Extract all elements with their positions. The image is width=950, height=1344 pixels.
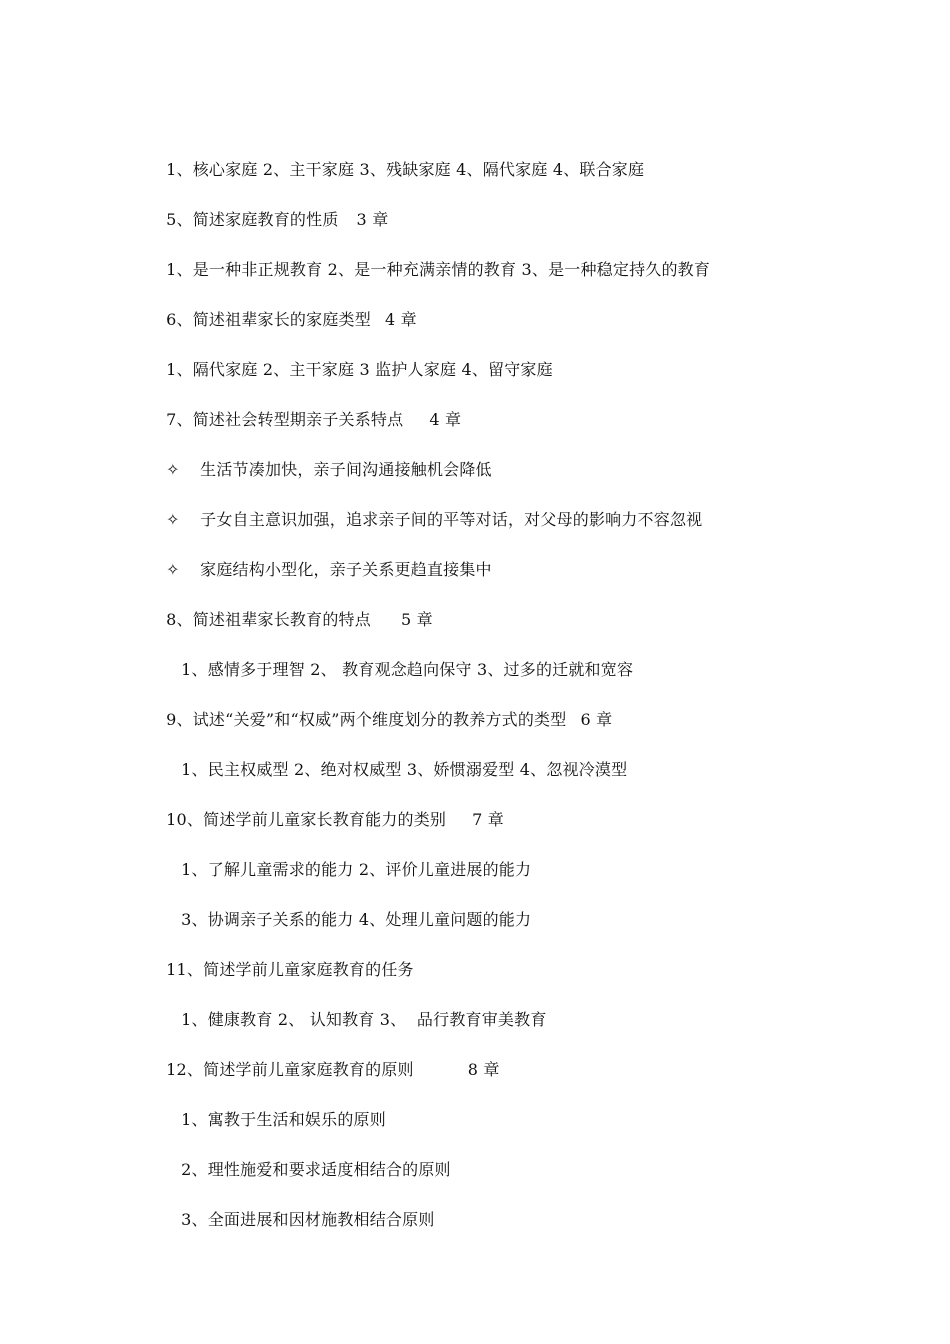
chapter-label: 7 章 [472, 810, 504, 829]
question-text: 12、简述学前儿童家庭教育的原则 [166, 1060, 414, 1079]
line-text: 3、协调亲子关系的能力 4、处理儿童问题的能力 [181, 910, 532, 929]
line-text: 1、核心家庭 2、主干家庭 3、残缺家庭 4、隔代家庭 4、联合家庭 [166, 160, 645, 179]
bullet-text: 家庭结构小型化，亲子关系更趋直接集中 [200, 560, 492, 579]
chapter-label: 8 章 [467, 1060, 500, 1079]
bullet-icon: ✧ [166, 560, 180, 579]
chapter-label: 4 章 [429, 410, 462, 429]
chapter-label: 5 章 [400, 610, 433, 629]
question-text: 5、简述家庭教育的性质 [166, 210, 339, 229]
question-text: 11、简述学前儿童家庭教育的任务 [166, 960, 414, 979]
line-text: 1、寓教于生活和娱乐的原则 [181, 1110, 386, 1129]
line-text: 2、理性施爱和要求适度相结合的原则 [181, 1160, 451, 1179]
question-text: 9、试述“关爱”和“权威”两个维度划分的教养方式的类型 [166, 710, 567, 729]
chapter-label: 6 章 [580, 710, 613, 729]
line-text: 1、隔代家庭 2、主干家庭 3 监护人家庭 4、留守家庭 [166, 360, 553, 379]
question-text: 6、简述祖辈家长的家庭类型 [166, 310, 371, 329]
line-text: 1、健康教育 2、 认知教育 3、 品行教育审美教育 [181, 1010, 547, 1029]
line-text: 1、感情多于理智 2、 教育观念趋向保守 3、过多的迁就和宽容 [181, 660, 634, 679]
bullet-text: 生活节凑加快，亲子间沟通接触机会降低 [200, 460, 492, 479]
line-text: 1、民主权威型 2、绝对权威型 3、娇惯溺爱型 4、忽视冷漠型 [181, 760, 628, 779]
bullet-icon: ✧ [166, 460, 180, 479]
line-text: 1、是一种非正规教育 2、是一种充满亲情的教育 3、是一种稳定持久的教育 [166, 260, 711, 279]
question-text: 10、简述学前儿童家长教育能力的类别 [166, 810, 447, 829]
bullet-text: 子女自主意识加强，追求亲子间的平等对话，对父母的影响力不容忽视 [200, 510, 703, 529]
line-text: 3、全面进展和因材施教相结合原则 [181, 1210, 435, 1229]
chapter-label: 4 章 [384, 310, 417, 329]
answer-line-principle-3 [160, 1190, 435, 1250]
line-text: 1、了解儿童需求的能力 2、评价儿童进展的能力 [181, 860, 532, 879]
question-text: 7、简述社会转型期亲子关系特点 [166, 410, 404, 429]
question-text: 8、简述祖辈家长教育的特点 [166, 610, 371, 629]
bullet-icon: ✧ [166, 510, 180, 529]
chapter-label: 3 章 [356, 210, 389, 229]
